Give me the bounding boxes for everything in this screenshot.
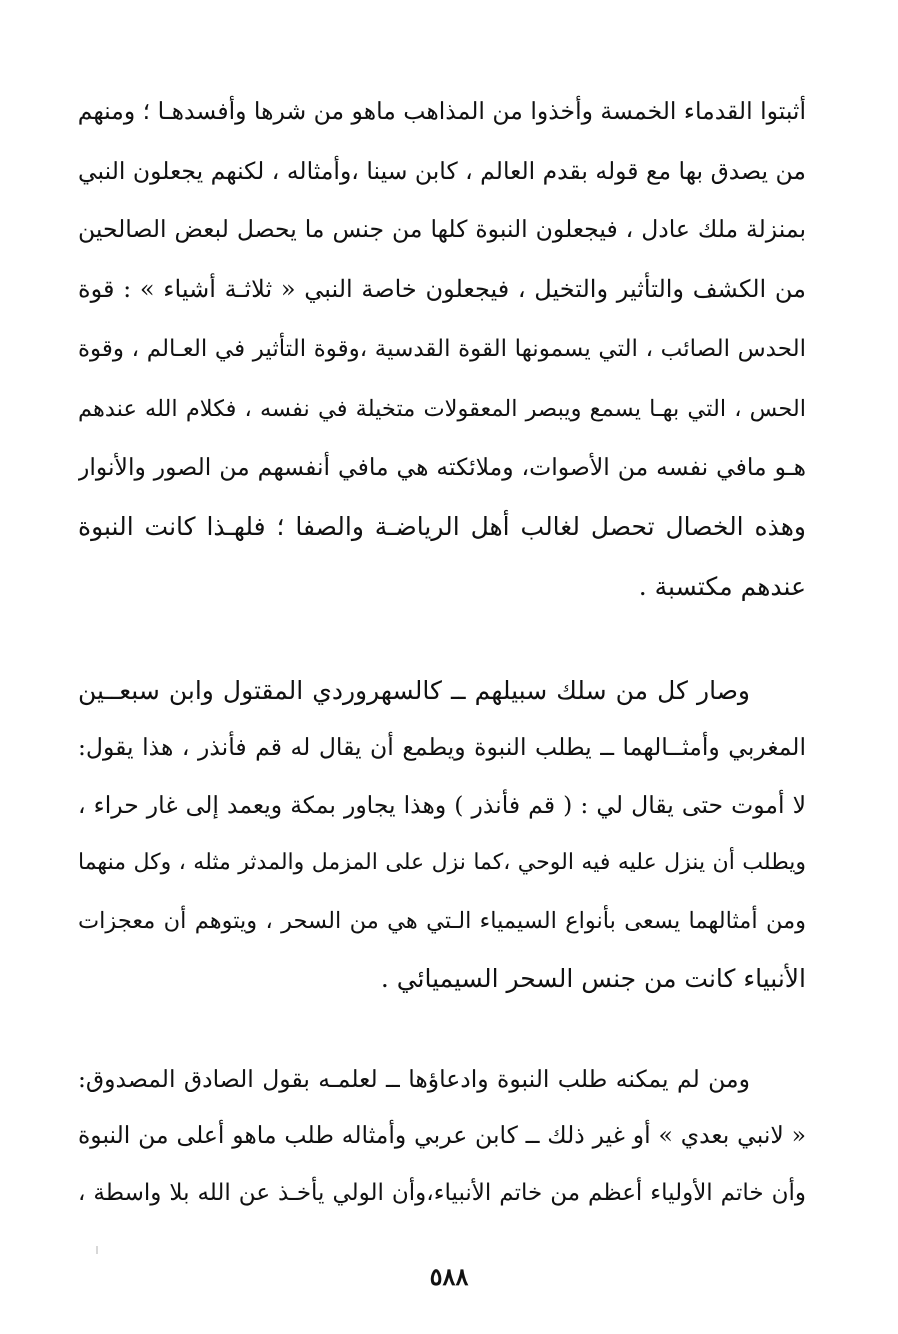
paragraph-line: ومن أمثالهما يسعى بأنواع السيمياء الـتي هي من السحر ، ويتوهم أن معجزات: [78, 908, 806, 934]
scan-speck: [96, 1246, 98, 1254]
paragraph-line: لا أموت حتى يقال لي : ( قم فأنذر ) وهذا يجاور بمكة ويعمد إلى غار حراء ،: [78, 791, 806, 819]
paragraph-line: وصار كل من سلك سبيلهم ــ كالسهروردي المقتول وابن سبعــين: [78, 676, 750, 705]
paragraph-line: من يصدق بها مع قوله بقدم العالم ، كابن سينا ،وأمثاله ، لكنهم يجعلون النبي: [78, 157, 806, 185]
paragraph-line: ويطلب أن ينزل عليه فيه الوحي ،كما نزل على المزمل والمدثر مثله ، وكل منهما: [78, 850, 806, 875]
paragraph-line: هـو مافي نفسه من الأصوات، وملائكته هي مافي أنفسهم من الصور والأنوار: [78, 453, 806, 481]
paragraph-line: الحس ، التي بهـا يسمع ويبصر المعقولات متخيلة في نفسه ، فكلام الله عندهم: [78, 396, 806, 422]
paragraph-line: الأنبياء كانت من جنس السحر السيميائي .: [380, 964, 806, 993]
page-number: ٥٨٨: [429, 1262, 469, 1291]
paragraph-line: وهذه الخصال تحصل لغالب أهل الرياضـة والصفا ؛ فلهـذا كانت النبوة: [78, 512, 806, 541]
paragraph-line: أثبتوا القدماء الخمسة وأخذوا من المذاهب ماهو من شرها وأفسدهـا ؛ ومنهم: [78, 97, 806, 125]
paragraph-line: ومن لم يمكنه طلب النبوة وادعاؤها ــ لعلمـه بقول الصادق المصدوق:: [78, 1065, 750, 1093]
paragraph-line: « لانبي بعدي » أو غير ذلك ــ كابن عربي وأمثاله طلب ماهو أعلى من النبوة: [78, 1121, 806, 1149]
paragraph-line: المغربي وأمثــالهما ــ يطلب النبوة ويطمع أن يقال له قم فأنذر ، هذا يقول:: [78, 733, 806, 761]
paragraph-line: بمنزلة ملك عادل ، فيجعلون النبوة كلها من جنس ما يحصل لبعض الصالحين: [78, 215, 806, 243]
paragraph-line: الحدس الصائب ، التي يسمونها القوة القدسية ،وقوة التأثير في العـالم ، وقوة: [78, 336, 806, 362]
paragraph-line: من الكشف والتأثير والتخيل ، فيجعلون خاصة النبي « ثلاثـة أشياء » : قوة: [78, 275, 806, 303]
paragraph-line: عندهم مكتسبة .: [638, 572, 806, 601]
paragraph-line: وأن خاتم الأولياء أعظم من خاتم الأنبياء،وأن الولي يأخـذ عن الله بلا واسطة ،: [78, 1180, 806, 1206]
